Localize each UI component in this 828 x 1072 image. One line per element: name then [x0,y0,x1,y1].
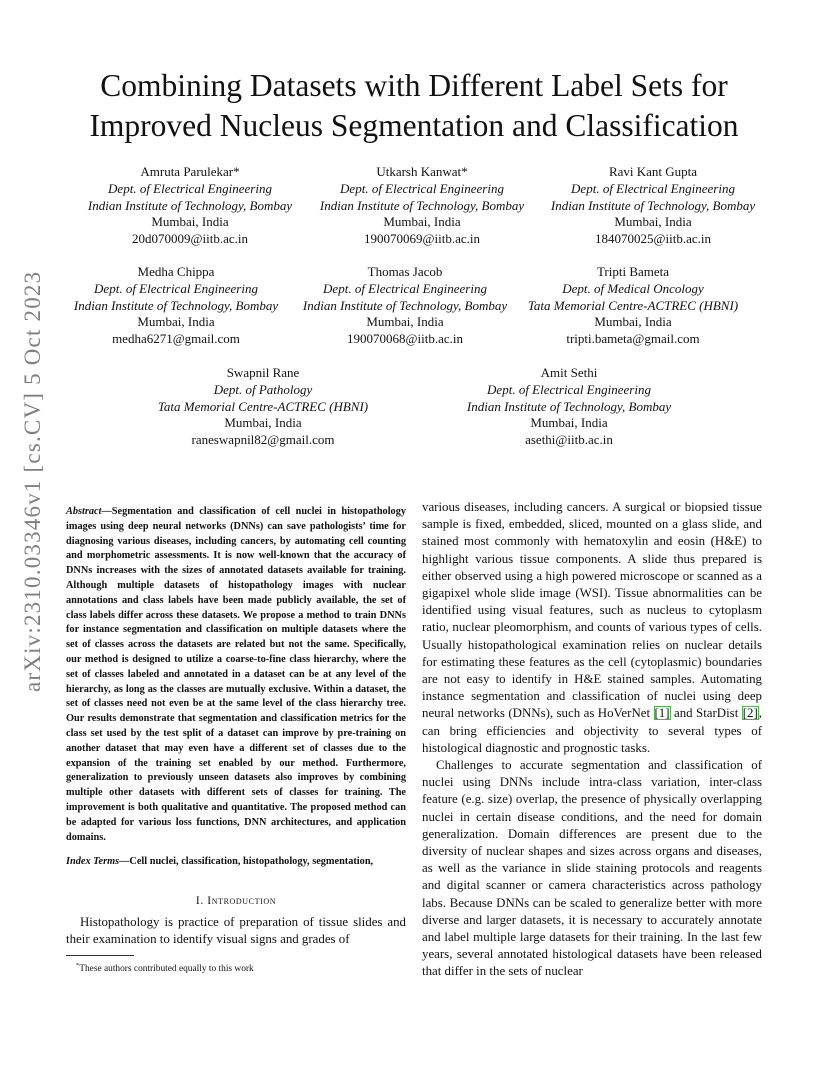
footnote-text: These authors contributed equally to this work [79,964,254,975]
author-city: Mumbai, India [383,214,461,230]
author-email: raneswapnil82@gmail.com [191,432,335,448]
author-dept: Dept. of Electrical Engineering [94,280,258,296]
author-email: 190070069@iitb.ac.in [364,231,480,247]
arxiv-identifier-stamp: arXiv:2310.03346v1 [cs.CV] 5 Oct 2023 [20,270,45,692]
author-block-1 [80,164,300,248]
paragraph-text: and StarDist [670,706,742,721]
author-block-5 [294,264,516,348]
right-column [422,499,762,981]
author-institution: Indian Institute of Technology, Bombay [466,398,672,414]
author-institution: Indian Institute of Technology, Bombay [319,197,525,213]
author-block-6 [522,264,744,348]
intro-paragraph: Histopathology is practice of preparation of tissue slides and their examination to identify visual signs and grades of [66,915,406,947]
index-terms-text: —Cell nuclei, classification, histopathology, segmentation, [119,856,374,867]
author-block-4 [65,264,287,348]
author-dept: Dept. of Electrical Engineering [571,180,735,196]
author-email: 190070068@iitb.ac.in [347,331,463,347]
author-name: Amruta Parulekar* [140,164,240,179]
author-name: Swapnil Rane [226,365,300,380]
author-block-7 [150,365,376,449]
abstract [66,505,406,845]
author-institution: Tata Memorial Centre-ACTREC (HBNI) [527,297,739,313]
paragraph-text: various diseases, including cancers. A surgical or biopsied tissue sample is fixed, embedded, sliced, mounted on a glass slide, and stained most commonly with hematoxylin and eosin (H&E) to highlight various tissue components. A slide thus prepared is either observed using a high powered microscope or scanned as a gigapixel whole slide image (WSI). Tissue abnormalities can be identified using visual features, such as nucleus to cytoplasm ratio, nuclear pleomorphism, and counts of various types of cells. Usually histopathological examination relies on nuclear details for estimating these features as the cell (cytoplasmic) boundaries are not easy to identify in H&E stained samples. Automating instance segmentation and classification of nuclei using deep neural networks (DNNs), such as HoVerNet [422,500,762,721]
paragraph-text: , can bring efficiencies and objectivity to several types of histological diagnostic and prognostic tasks. [422,706,762,755]
footnote-mark: * [76,962,80,969]
author-institution: Indian Institute of Technology, Bombay [302,297,508,313]
author-city: Mumbai, India [614,214,692,230]
citation-link-1[interactable]: [1] [654,706,670,721]
author-block-8 [456,365,682,449]
author-institution: Indian Institute of Technology, Bombay [73,297,279,313]
author-institution: Tata Memorial Centre-ACTREC (HBNI) [157,398,369,414]
footnote-rule [66,955,134,956]
author-name: Medha Chippa [137,264,215,279]
author-name: Ravi Kant Gupta [608,164,698,179]
author-email: 20d070009@iitb.ac.in [132,231,248,247]
author-email: tripti.bameta@gmail.com [566,331,700,347]
author-city: Mumbai, India [151,214,229,230]
author-institution: Indian Institute of Technology, Bombay [550,197,756,213]
author-block-2 [312,164,532,248]
author-name: Utkarsh Kanwat* [376,164,468,179]
author-dept: Dept. of Electrical Engineering [323,280,487,296]
paper-title: Combining Datasets with Different Label Sets for Improved Nucleus Segmentation and Classification [89,68,739,143]
section-number: I. [195,895,204,907]
abstract-text: —Segmentation and classification of cell nuclei in histopathology images using deep neural networks (DNNs) can save pathologists’ time for diagnosing various diseases, including cancers, by automating cell counting and morphometric assessments. It is now well-known that the accuracy of DNNs increases with the sizes of annotated datasets available for training. Although multiple datasets of histopathology images with nuclear annotations and class labels have been made publicly available, the set of class labels differ across these datasets. We propose a method to train DNNs for instance segmentation and classification on multiple datasets where the set of classes across the datasets are related but not the same. Specifically, our method is designed to utilize a coarse-to-fine class hierarchy, where the set of classes labeled and annotated in a dataset can be at any level of the hierarchy, as long as the classes are mutually exclusive. Within a dataset, the set of classes need not even be at the same level of the class hierarchy tree. Our results demonstrate that segmentation and classification metrics for the class set used by the test split of a dataset can improve by pre-training on another dataset that may even have a different set of classes due to the expansion of the training set enabled by our method. Furthermore, generalization to previously unseen datasets also improves by combining multiple other datasets with different sets of classes for training. The improvement is both qualitative and quantitative. The proposed method can be adapted for various loss functions, DNN architectures, and application domains. [66,506,406,843]
author-email: 184070025@iitb.ac.in [595,231,711,247]
author-email: medha6271@gmail.com [112,331,240,347]
author-city: Mumbai, India [137,314,215,330]
author-dept: Dept. of Pathology [213,381,313,397]
footnote [76,960,406,975]
right-paragraph-2: Challenges to accurate segmentation and classification of nuclei using DNNs include intra-class variation, inter-class feature (e.g. size) overlap, the presence of physically overlapping nuclei in certain disease conditions, and the need for domain generalization. Domain differences are present due to the diversity of nuclear shapes and sizes across organs and diseases, as well as the variance in slide staining protocols and reagents and digital scanner or camera characteristics across pathology labs. Because DNNs can be scaled to generalize better with more diverse and larger datasets, it is necessary to accurately annotate and label multiple large datasets for their training. In the last few years, several annotated histological datasets have been released that differ in the sets of nuclear [422,758,762,979]
index-terms-lead: Index Terms [66,856,120,867]
author-city: Mumbai, India [366,314,444,330]
index-terms [66,855,406,870]
author-email: asethi@iitb.ac.in [525,432,613,448]
section-title: Introduction [207,895,277,907]
author-dept: Dept. of Electrical Engineering [487,381,651,397]
author-block-3 [543,164,763,248]
author-name: Amit Sethi [540,365,598,380]
author-dept: Dept. of Medical Oncology [562,280,704,296]
author-city: Mumbai, India [224,415,302,431]
author-dept: Dept. of Electrical Engineering [340,180,504,196]
right-paragraph-1 [422,499,762,757]
author-name: Thomas Jacob [367,264,443,279]
abstract-lead: Abstract [66,506,102,517]
author-dept: Dept. of Electrical Engineering [108,180,272,196]
author-institution: Indian Institute of Technology, Bombay [87,197,293,213]
author-city: Mumbai, India [594,314,672,330]
section-heading [66,895,406,907]
author-name: Tripti Bameta [596,264,670,279]
author-city: Mumbai, India [530,415,608,431]
citation-link-2[interactable]: [2] [742,706,758,721]
